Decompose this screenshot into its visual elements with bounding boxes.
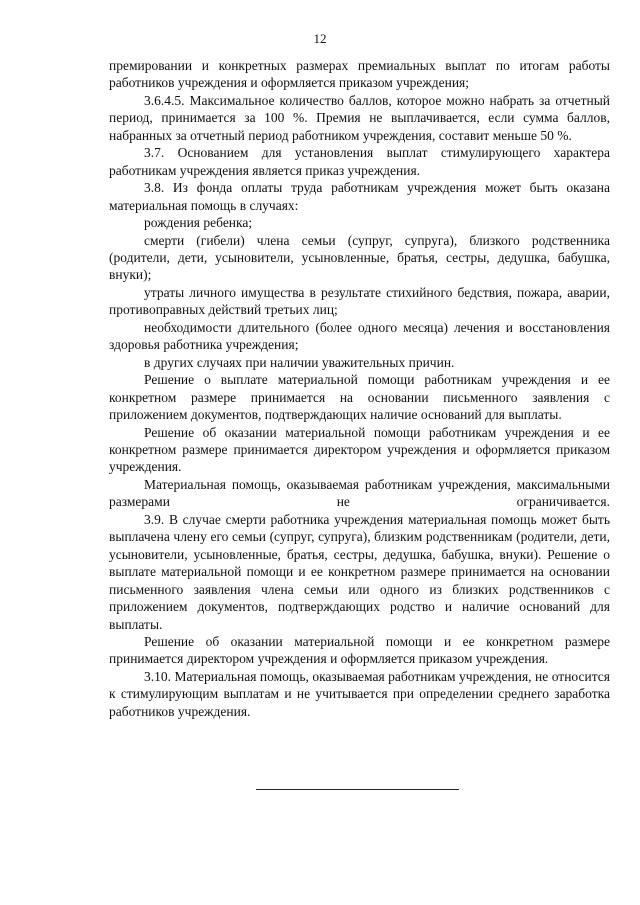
page-number: 12 [313,31,327,46]
paragraph-3-10: 3.10. Материальная помощь, оказываемая работникам учреждения, не относится к стимулирующим выплатам и не учитывается при определении среднего заработка работников учреждения. [109,668,610,719]
paragraph-decision-family: Решение об оказании материальной помощи и ее конкретном размере принимается директором учреждения и оформляется приказом учреждения. [109,633,610,667]
paragraph-continuation: премировании и конкретных размерах премиальных выплат по итогам работы работников учреждения и оформляется приказом учреждения; [109,58,610,91]
paragraph-3-6-4-5: 3.6.4.5. Максимальное количество баллов, которое можно набрать за отчетный период, принимается за 100 %. Премия не выплачивается, если сумма баллов, набранных за отчетный период работником учреждения, составит меньше 50 %. [109,92,610,143]
paragraph-3-8: 3.8. Из фонда оплаты труда работникам учреждения может быть оказана материальная помощь в случаях: [109,180,610,213]
paragraph-3-9: 3.9. В случае смерти работника учреждения материальная помощь может быть выплачена члену его семьи (супруг, супруга), близким родственникам (родители, дети, усыновители, усыновленные, братья, сестры, дедушка, бабушка, внуки). Решение о выплате материальной помощи и ее конкретном размере принимается на основании письменного заявления члена семьи или одного из близких родственников с приложением документов, подтверждающих родство и наличие оснований для выплаты. [109,511,610,632]
paragraph-no-limit: Материальная помощь, оказываемая работникам учреждения, максимальными размерами не ограничивается. [109,476,610,510]
list-item-other-reasons: в других случаях при наличии уважительных причин. [144,354,455,370]
list-item-long-treatment: необходимости длительного (более одного месяца) лечения и восстановления здоровья работника учреждения; [109,319,610,353]
paragraph-3-7: 3.7. Основанием для установления выплат стимулирующего характера работникам учреждения является приказ учреждения. [109,145,610,178]
list-item-death-of-relative: смерти (гибели) члена семьи (супруг, супруга), близкого родственника (родители, дети, усыновители, усыновленные, братья, сестры, дедушка, бабушка, внуки); [109,232,610,283]
paragraph-decision-basis: Решение о выплате материальной помощи работникам учреждения и ее конкретном размере принимается на основании письменного заявления с приложением документов, подтверждающих наличие оснований для выплаты. [109,372,610,423]
document-body [109,57,610,720]
list-item-property-loss: утраты личного имущества в результате стихийного бедствия, пожара, аварии, противоправных действий третьих лиц; [109,284,610,318]
closing-rule [256,789,459,790]
paragraph-decision-director: Решение об оказании материальной помощи работникам учреждения и ее конкретном размере принимается директором учреждения и оформляется приказом учреждения. [109,424,610,475]
list-item-childbirth: рождения ребенка; [144,215,253,231]
